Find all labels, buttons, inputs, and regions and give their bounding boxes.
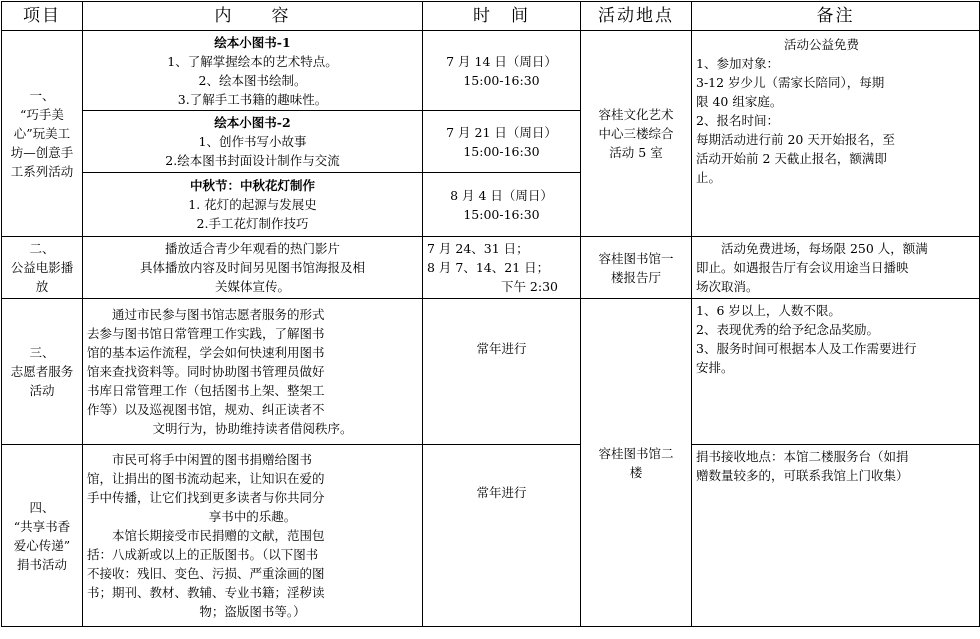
activity-table <box>1 1 980 627</box>
content-cell-1c: 中秋节：中秋花灯制作 1. 花灯的起源与发展史 2.手工花灯制作技巧 <box>83 173 423 237</box>
place-cell-3: 容桂图书馆二 楼 <box>581 299 692 627</box>
content-cell-4: 市民可将手中闲置的图书捐赠给图书 馆，让捐出的图书流动起来，让知识在爱的 手中传播，让它们找到更多读者与你共同分 享书中的乐趣。 本馆长期接受市民捐赠的文献，范围包 括：八成新或以上的正版图书。（以下图书 不接收：残旧、变色、污损、严重涂画的图 书；期刊、教材、教辅、专业书籍；淫秽读 物；盗版图书等。） <box>83 445 423 627</box>
content-cell-2: 播放适合青少年观看的热门影片 具体播放内容及时间另见图书馆海报及相 关媒体宣传。 <box>83 237 423 299</box>
place-cell-2: 容桂图书馆一 楼报告厅 <box>581 237 692 299</box>
time-cell-1b: 7 月 21 日（周日） 15:00-16:30 <box>423 111 581 173</box>
note-cell-2: 活动免费进场，每场限 250 人，额满 即止。如遇报告厅有会议用途当日播映 场次取消。 <box>692 237 980 299</box>
content-cell-3: 通过市民参与图书馆志愿者服务的形式 去参与图书馆日常管理工作实践，了解图书 馆的基本运作流程，学会如何快速利用图书 馆来查找资料等。同时协助图书管理员做好 书库日常管理工作（包括图书上架、整架工 作等）以及巡视图书馆，规劝、纠正读者不 文明行为，协助维持读者借阅秩序。 <box>83 299 423 445</box>
time-cell-3: 常年进行 <box>423 299 581 445</box>
header-content: 内 容 <box>83 2 423 31</box>
time-cell-4: 常年进行 <box>423 445 581 627</box>
header-place: 活动地点 <box>581 2 692 31</box>
header-note: 备注 <box>692 2 980 31</box>
note-cell-1: 活动公益免费 1、参加对象： 3-12 岁少儿（需家长陪同），每期 限 40 组家庭。 2、报名时间： 每期活动进行前 20 天开始报名，至 活动开始前 2 天截止报名，额满即 止。 <box>692 31 980 237</box>
note-cell-3: 1、6 岁以上，人数不限。 2、表现优秀的给予纪念品奖励。 3、服务时间可根据本人及工作需要进行 安排。 <box>692 299 980 445</box>
project-cell-2: 二、 公益电影播 放 <box>2 237 83 299</box>
project-cell-1: 一、 “巧手美 心”玩美工 坊—创意手 工系列活动 <box>2 31 83 237</box>
header-project: 项目 <box>2 2 83 31</box>
header-time: 时 间 <box>423 2 581 31</box>
table-row <box>2 445 980 627</box>
note-cell-4: 捐书接收地点：本馆二楼服务台（如捐 赠数量较多的，可联系我馆上门收集） <box>692 445 980 627</box>
header-row <box>2 2 980 31</box>
time-cell-1c: 8 月 4 日（周日） 15:00-16:30 <box>423 173 581 237</box>
place-cell-1: 容桂文化艺术 中心三楼综合 活动 5 室 <box>581 31 692 237</box>
content-cell-1a: 绘本小图书-1 1、了解掌握绘本的艺术特点。 2、绘本图书绘制。 3.了解手工书籍的趣味性。 <box>83 31 423 111</box>
time-cell-1a: 7 月 14 日（周日） 15:00-16:30 <box>423 31 581 111</box>
project-cell-3: 三、 志愿者服务 活动 <box>2 299 83 445</box>
table-row <box>2 237 980 299</box>
project-cell-4: 四、 “共享书香 爱心传递” 捐书活动 <box>2 445 83 627</box>
table-row <box>2 31 980 111</box>
time-cell-2: 7 月 24、31 日； 8 月 7、14、21 日； 下午 2:30 <box>423 237 581 299</box>
content-cell-1b: 绘本小图书-2 1、创作书写小故事 2.绘本图书封面设计制作与交流 <box>83 111 423 173</box>
table-row <box>2 299 980 445</box>
